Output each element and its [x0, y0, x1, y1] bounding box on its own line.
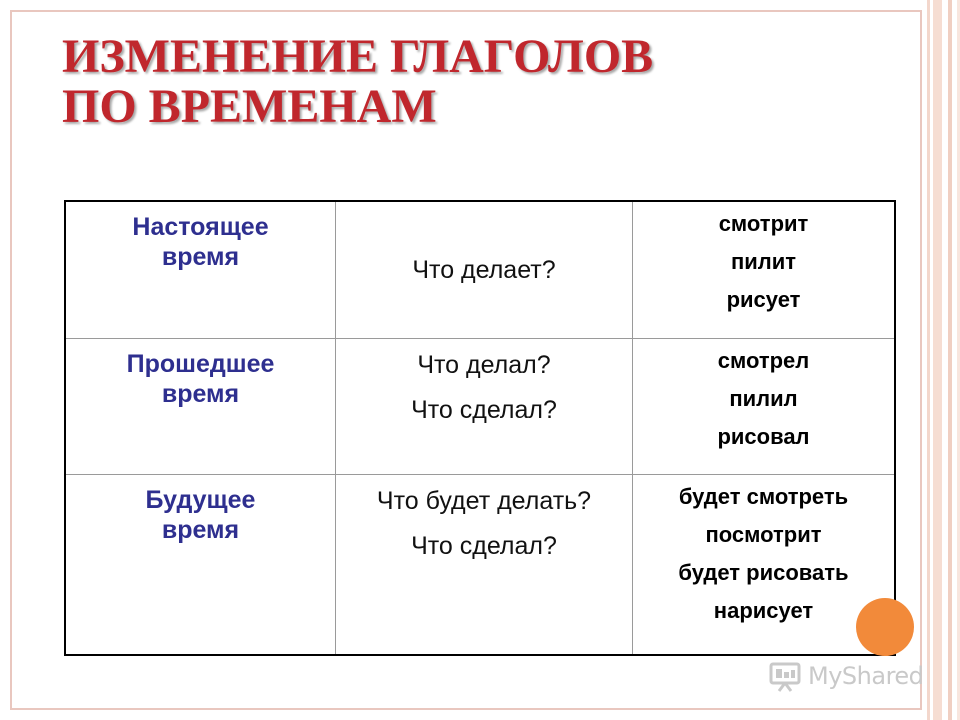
tense-label-line: Прошедшее	[126, 350, 275, 378]
example-verb: смотрел	[717, 348, 810, 373]
examples-cell-past	[633, 339, 894, 475]
examples-cell-present	[633, 202, 894, 339]
decorative-side-stripes	[922, 0, 960, 720]
title-line-1: ИЗМЕНЕНИЕ ГЛАГОЛОВ	[62, 30, 654, 83]
example-verb: смотрит	[718, 211, 809, 236]
examples-cell-future	[633, 475, 894, 654]
tense-label-line: время	[161, 243, 240, 271]
example-verb: пилит	[730, 249, 797, 274]
tense-label-line: время	[161, 516, 240, 544]
tense-cell-present	[66, 202, 336, 339]
question-cell-present	[336, 202, 633, 339]
question-text: Что будет делать?	[376, 487, 592, 515]
tense-cell-past	[66, 339, 336, 475]
tense-label-line: Будущее	[145, 486, 256, 514]
watermark	[768, 656, 923, 696]
question-cell-past	[336, 339, 633, 475]
watermark-text: MyShared	[808, 662, 924, 690]
question-text: Что сделал?	[411, 532, 557, 560]
title-line-2: ПО ВРЕМЕНАМ	[62, 80, 437, 133]
page-title	[62, 32, 653, 132]
example-verb: пилил	[729, 386, 798, 411]
tense-label-line: время	[161, 380, 240, 408]
example-verb: посмотрит	[705, 522, 822, 547]
tense-cell-future	[66, 475, 336, 654]
example-verb: рисует	[726, 287, 801, 312]
question-text: Что делал?	[417, 351, 551, 379]
presentation-board-icon	[768, 659, 802, 693]
question-cell-future	[336, 475, 633, 654]
example-verb: нарисует	[713, 598, 814, 623]
decorative-orange-circle	[856, 598, 914, 656]
example-verb: будет смотреть	[678, 484, 849, 509]
example-verb: рисовал	[717, 424, 810, 449]
verb-tense-table	[64, 200, 896, 656]
example-verb: будет рисовать	[678, 560, 849, 585]
question-text: Что сделал?	[411, 396, 557, 424]
question-text: Что делает?	[412, 256, 556, 284]
tense-label-line: Настоящее	[132, 213, 269, 241]
